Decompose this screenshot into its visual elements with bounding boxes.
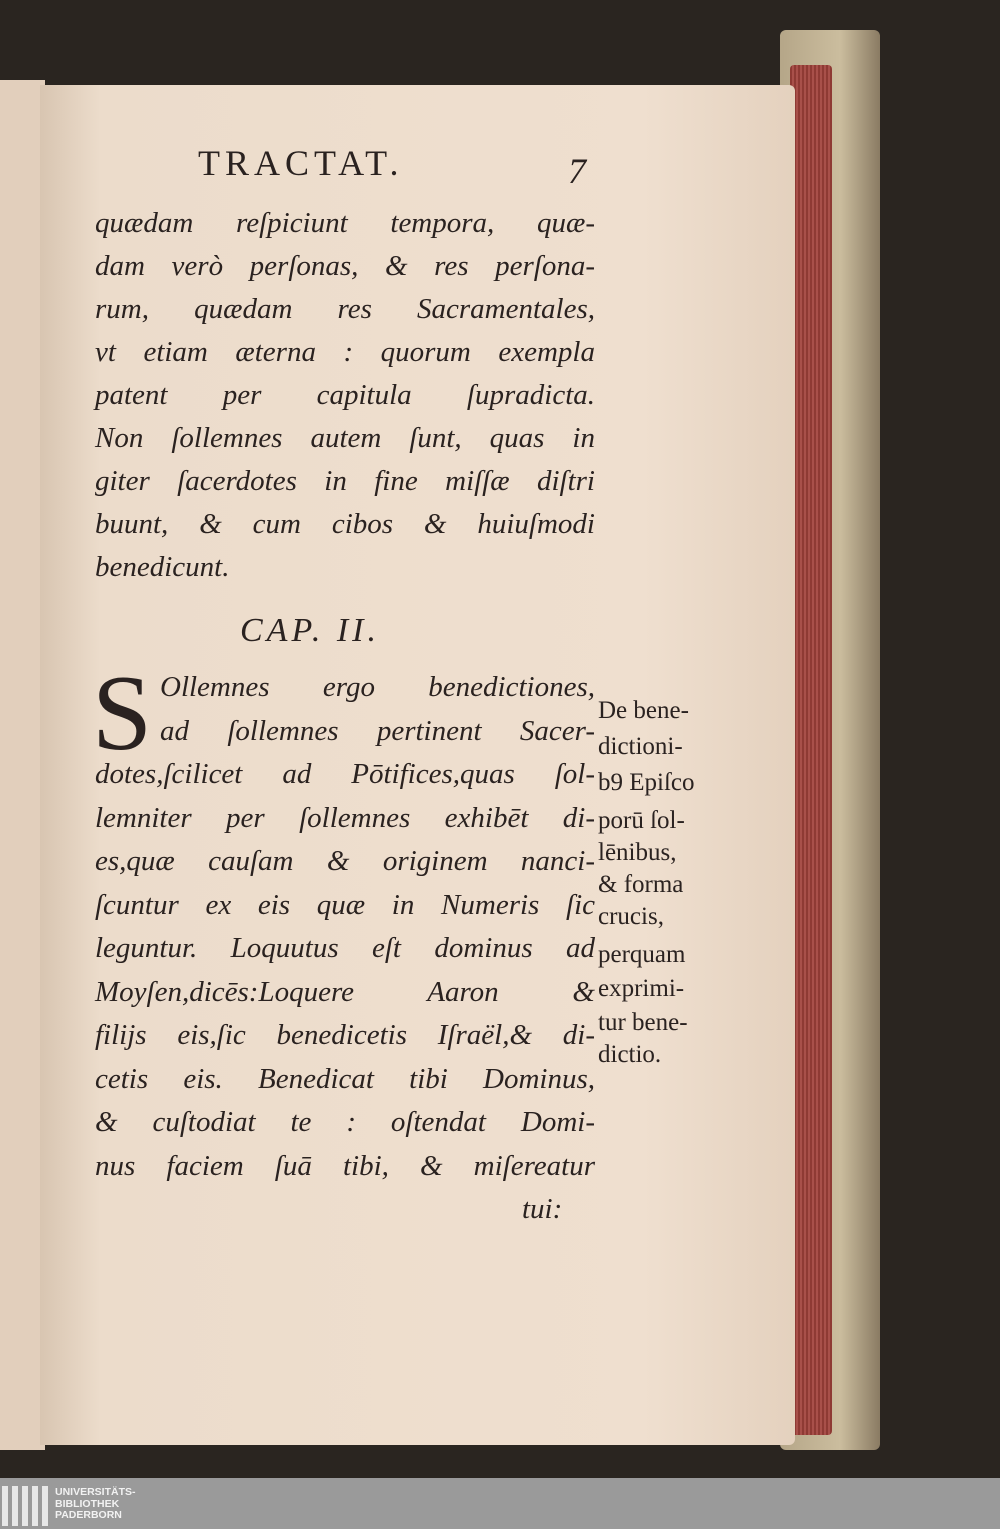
text-line: De bene- (598, 697, 689, 724)
text-line: rum, quædam res Sacramentales, (95, 293, 595, 325)
text-line: cetis eis. Benedicat tibi Dominus, (95, 1062, 595, 1095)
text-line: quædam reſpiciunt tempora, quæ- (95, 207, 595, 239)
text-line: dictio. (598, 1041, 662, 1068)
library-logo-text: UNIVERSITÄTS- BIBLIOTHEK PADERBORN (55, 1486, 136, 1521)
text-line: Non ſollemnes autem ſunt, quas in (95, 422, 595, 454)
text-line: & forma (598, 871, 684, 898)
text-line: exprimi- (598, 975, 685, 1002)
text-line: dictioni- (598, 733, 683, 760)
text-line: & cuſtodiat te : oſtendat Domi- (95, 1106, 595, 1138)
text-line: perquam (598, 941, 686, 968)
left-page (0, 80, 45, 1450)
text-line: Moyſen,dicēs:Loquere Aaron & (95, 975, 595, 1008)
text-line: nus faciem ſuā tibi, & miſereatur (95, 1149, 595, 1182)
text-line: benedicunt. (95, 551, 230, 583)
page-number: 7 (568, 151, 586, 191)
text-line: dotes,ſcilicet ad Pōtifices,quas ſol- (95, 758, 595, 790)
library-footer (0, 1478, 1000, 1529)
chapter-heading: CAP. II. (240, 612, 380, 649)
drop-cap: S (92, 654, 153, 773)
text-line: Ollemnes ergo benedictiones, (160, 671, 595, 703)
text-line: ſcuntur ex eis quæ in Numeris ſic (95, 888, 595, 921)
text-line: buunt, & cum cibos & huiuſmodi (95, 508, 595, 540)
text-line: leguntur. Loquutus eſt dominus ad (95, 932, 595, 964)
text-line: tur bene- (598, 1009, 688, 1036)
page-edges (790, 65, 832, 1435)
text-line: es,quæ cauſam & originem nanci- (95, 845, 595, 877)
text-line: ad ſollemnes pertinent Sacer- (160, 714, 595, 747)
text-line: crucis, (598, 903, 664, 930)
text-line: patent per capitula ſupradicta. (95, 379, 595, 411)
text-line: dam verò perſonas, & res perſona- (95, 250, 595, 282)
text-line: vt etiam æterna : quorum exempla (95, 336, 595, 368)
text-line: lēnibus, (598, 839, 677, 866)
running-head: TRACTAT. (198, 143, 404, 183)
text-line: giter ſacerdotes in fine miſſæ diſtri (95, 465, 595, 497)
text-line: lemniter per ſollemnes exhibēt di- (95, 801, 595, 834)
text-line: porū ſol- (598, 807, 685, 834)
library-logo-icon (2, 1486, 48, 1526)
text-line: b9 Epiſco (598, 769, 695, 796)
text-line: tui: (522, 1193, 563, 1225)
text-line: filijs eis,ſic benedicetis Iſraël,& di- (95, 1019, 595, 1051)
